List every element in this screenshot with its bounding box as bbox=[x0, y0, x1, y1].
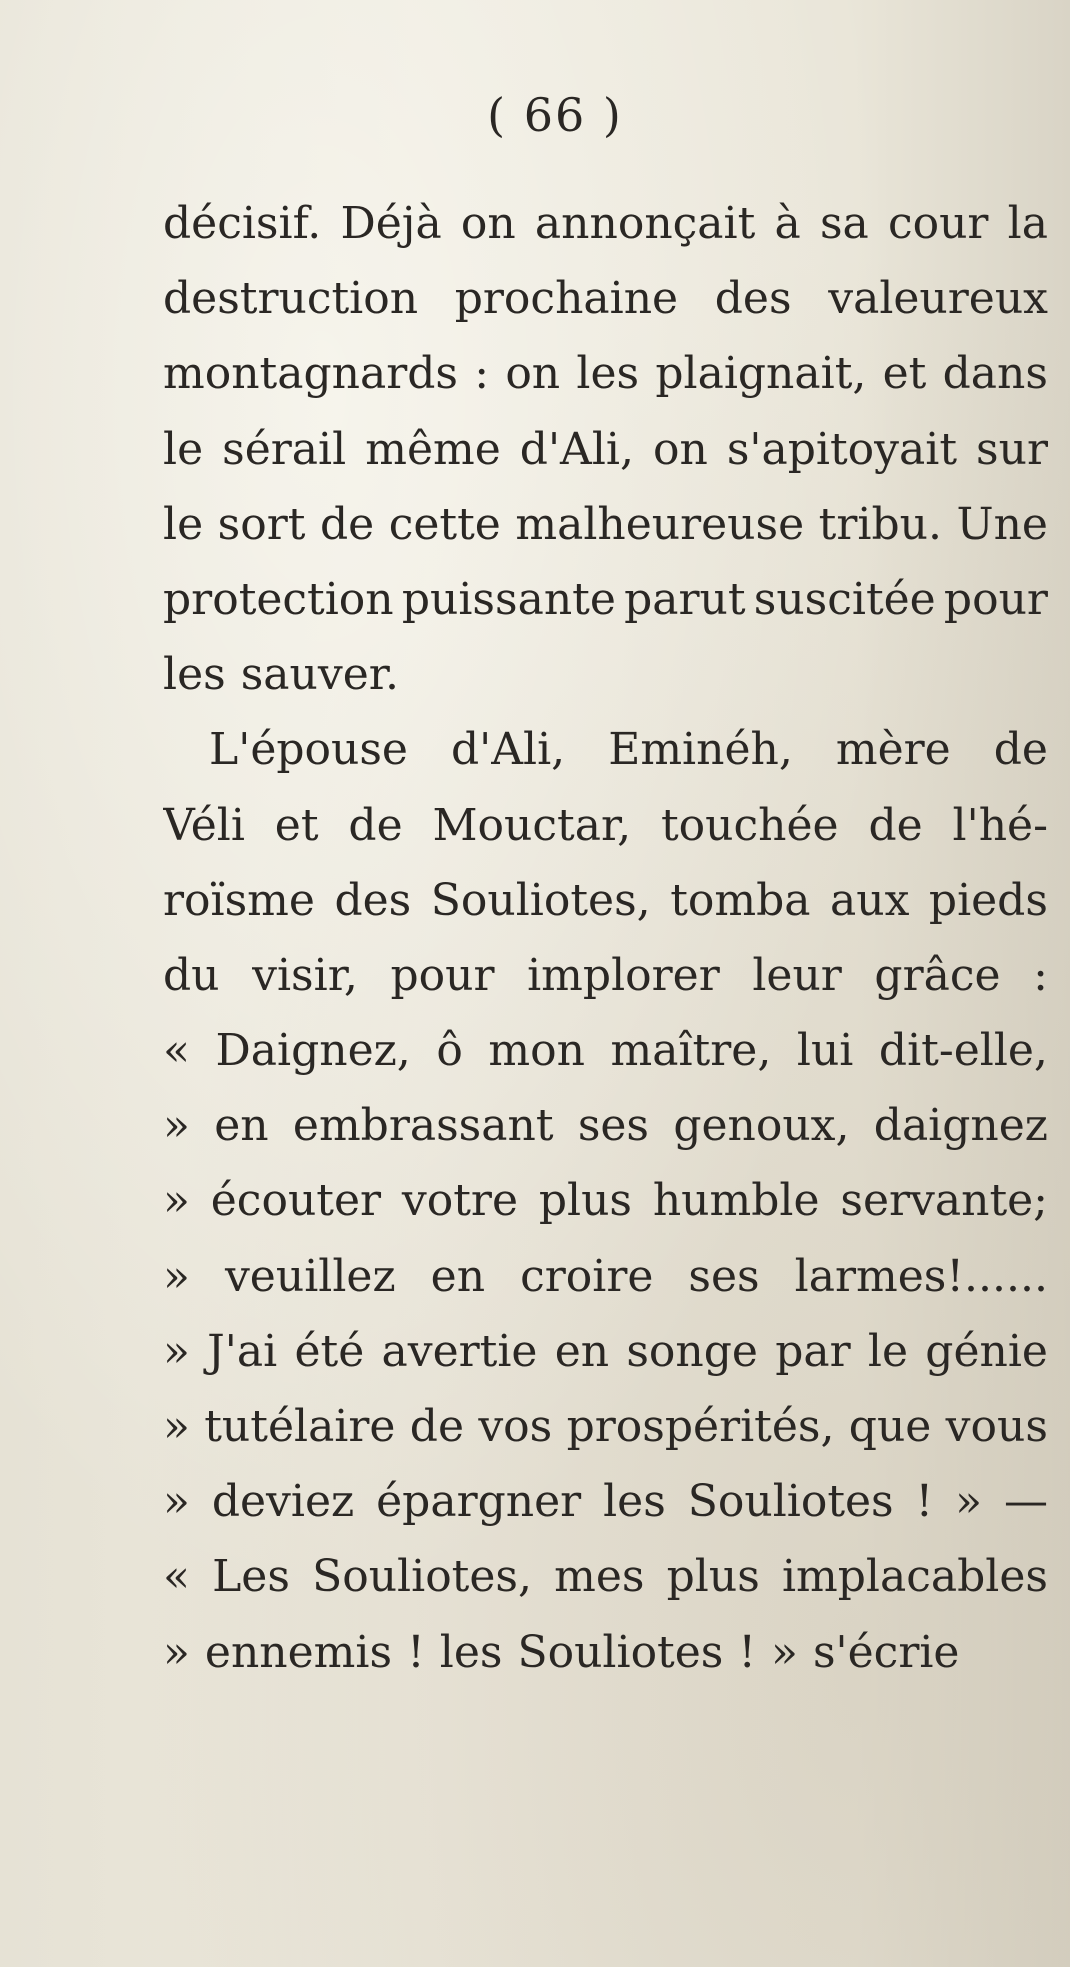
word: « bbox=[163, 1551, 190, 1603]
word: en bbox=[554, 1325, 610, 1377]
word: : bbox=[474, 348, 490, 400]
word: les bbox=[439, 1626, 503, 1678]
word: L'épouse bbox=[209, 724, 408, 776]
word: des bbox=[334, 874, 412, 926]
text-line bbox=[163, 637, 1048, 712]
word: lui bbox=[796, 1025, 854, 1077]
word: veuillez bbox=[224, 1250, 396, 1302]
text-line bbox=[163, 788, 1048, 863]
word: le bbox=[163, 498, 204, 550]
word: en bbox=[430, 1250, 486, 1302]
word: songe bbox=[626, 1325, 758, 1377]
word: et bbox=[882, 348, 927, 400]
word: malheureuse bbox=[515, 498, 805, 550]
page-number: ( 66 ) bbox=[487, 88, 623, 142]
word: Véli bbox=[163, 799, 245, 851]
word: » bbox=[163, 1250, 190, 1302]
word: » bbox=[163, 1175, 190, 1227]
text-line bbox=[163, 1314, 1048, 1389]
word: tribu. bbox=[818, 498, 942, 550]
word: tutélaire bbox=[204, 1401, 396, 1452]
text-line bbox=[163, 336, 1048, 411]
word: le bbox=[163, 423, 204, 475]
text-line bbox=[163, 1539, 1048, 1614]
word: et bbox=[274, 799, 319, 851]
word: on bbox=[652, 423, 708, 475]
word: sauver. bbox=[240, 649, 399, 701]
word: parut bbox=[624, 573, 746, 625]
word: ses bbox=[688, 1250, 760, 1302]
word: maître, bbox=[610, 1025, 772, 1077]
word: » bbox=[163, 1476, 190, 1528]
text-line bbox=[163, 1615, 1048, 1690]
word: Déjà bbox=[340, 198, 442, 249]
word: Les bbox=[212, 1551, 290, 1603]
word: J'ai bbox=[207, 1325, 278, 1377]
word: mes bbox=[554, 1551, 645, 1603]
word: aux bbox=[830, 874, 910, 926]
word: ! bbox=[407, 1626, 425, 1678]
text-line bbox=[163, 712, 1048, 787]
word: valeureux bbox=[828, 273, 1048, 325]
word: grâce bbox=[874, 949, 1001, 1001]
word: embrassant bbox=[292, 1100, 554, 1152]
word: les bbox=[576, 348, 640, 400]
word: » bbox=[163, 1626, 190, 1678]
word: ! bbox=[915, 1476, 934, 1528]
word: d'Ali, bbox=[451, 724, 566, 776]
word: » bbox=[163, 1401, 190, 1452]
word: » bbox=[163, 1100, 190, 1152]
word: avertie bbox=[381, 1325, 538, 1377]
text-line bbox=[163, 1088, 1048, 1163]
word: leur bbox=[752, 949, 842, 1001]
word: genoux, bbox=[673, 1100, 850, 1152]
word: sa bbox=[819, 198, 869, 249]
word: vos bbox=[478, 1401, 553, 1452]
word: s'apitoyait bbox=[726, 423, 958, 475]
word: les bbox=[603, 1476, 666, 1528]
word: sérail bbox=[222, 423, 347, 475]
word: Daignez, bbox=[215, 1025, 411, 1077]
word: suscitée bbox=[753, 573, 936, 625]
word: prochaine bbox=[454, 273, 679, 325]
word: en bbox=[214, 1100, 269, 1152]
word: du bbox=[163, 949, 220, 1001]
body-text bbox=[163, 186, 1048, 1690]
text-line bbox=[163, 487, 1048, 562]
word: destruction bbox=[163, 273, 419, 325]
word: plaignait, bbox=[655, 348, 867, 400]
word: montagnards bbox=[163, 348, 458, 400]
word: sur bbox=[976, 423, 1048, 475]
word: de bbox=[348, 799, 403, 851]
text-line bbox=[163, 1464, 1048, 1539]
text-line bbox=[163, 1389, 1048, 1464]
word: plus bbox=[538, 1175, 632, 1227]
word: protection bbox=[163, 573, 394, 625]
word: épargner bbox=[376, 1476, 582, 1528]
word: » bbox=[771, 1626, 798, 1678]
word: de bbox=[868, 799, 923, 851]
word: : bbox=[1033, 949, 1048, 1001]
word: plus bbox=[666, 1551, 760, 1603]
word: de bbox=[993, 724, 1048, 776]
word: » bbox=[955, 1476, 983, 1528]
word: de bbox=[319, 498, 375, 550]
word: humble bbox=[652, 1175, 820, 1227]
word: Mouctar, bbox=[432, 799, 632, 851]
word: ennemis bbox=[204, 1626, 393, 1678]
word: visir, bbox=[252, 949, 358, 1001]
word: prospérités, bbox=[566, 1401, 835, 1452]
text-line bbox=[163, 1013, 1048, 1088]
word: tomba bbox=[670, 874, 811, 926]
word: sort bbox=[217, 498, 306, 550]
word: larmes!...... bbox=[794, 1250, 1048, 1302]
word: ô bbox=[436, 1025, 463, 1077]
word: que bbox=[848, 1401, 932, 1452]
word: dit-elle, bbox=[878, 1025, 1048, 1077]
word: même bbox=[365, 423, 501, 475]
word: cette bbox=[388, 498, 501, 550]
text-line bbox=[163, 186, 1048, 261]
word: ! bbox=[738, 1626, 757, 1678]
word: à bbox=[774, 198, 801, 249]
word: cour bbox=[887, 198, 989, 249]
word: pour bbox=[943, 573, 1048, 625]
word: écouter bbox=[210, 1175, 382, 1227]
word: pieds bbox=[928, 874, 1048, 926]
word: annonçait bbox=[534, 198, 756, 249]
word: implorer bbox=[527, 949, 720, 1001]
word: implacables bbox=[781, 1551, 1048, 1603]
word: le bbox=[867, 1325, 909, 1377]
word: la bbox=[1007, 198, 1048, 249]
word: ses bbox=[577, 1100, 650, 1152]
word: dans bbox=[942, 348, 1048, 400]
text-line bbox=[163, 261, 1048, 336]
word: s'écrie bbox=[812, 1626, 960, 1678]
word: Souliotes bbox=[687, 1476, 894, 1528]
text-line bbox=[163, 1239, 1048, 1314]
word: les bbox=[163, 649, 226, 701]
word: — bbox=[1004, 1476, 1048, 1528]
word: « bbox=[163, 1025, 190, 1077]
word: mon bbox=[488, 1025, 585, 1077]
word: Souliotes, bbox=[312, 1551, 532, 1603]
text-line bbox=[163, 938, 1048, 1013]
word: mère bbox=[835, 724, 951, 776]
word: roïsme bbox=[163, 874, 315, 926]
text-line bbox=[163, 1163, 1048, 1238]
word: on bbox=[460, 198, 516, 249]
text-line bbox=[163, 562, 1048, 637]
word: décisif. bbox=[163, 198, 322, 249]
text-line bbox=[163, 412, 1048, 487]
word: servante; bbox=[840, 1175, 1048, 1227]
word: de bbox=[409, 1401, 464, 1452]
word: été bbox=[294, 1325, 365, 1377]
word: d'Ali, bbox=[519, 423, 634, 475]
word: votre bbox=[401, 1175, 518, 1227]
word: l'hé- bbox=[952, 799, 1048, 851]
word: vous bbox=[945, 1401, 1048, 1452]
word: touchée bbox=[661, 799, 839, 851]
word: on bbox=[505, 348, 561, 400]
word: croire bbox=[520, 1250, 654, 1302]
word: génie bbox=[925, 1325, 1048, 1377]
word: Souliotes, bbox=[430, 874, 651, 926]
word: daignez bbox=[873, 1100, 1048, 1152]
word: pour bbox=[390, 949, 495, 1001]
word: Une bbox=[956, 498, 1048, 550]
word: » bbox=[163, 1325, 190, 1377]
word: par bbox=[775, 1325, 851, 1377]
word: des bbox=[714, 273, 792, 325]
word: Souliotes bbox=[517, 1626, 724, 1678]
word: Eminéh, bbox=[608, 724, 793, 776]
word: puissante bbox=[401, 573, 616, 625]
text-line bbox=[163, 863, 1048, 938]
word: deviez bbox=[211, 1476, 355, 1528]
